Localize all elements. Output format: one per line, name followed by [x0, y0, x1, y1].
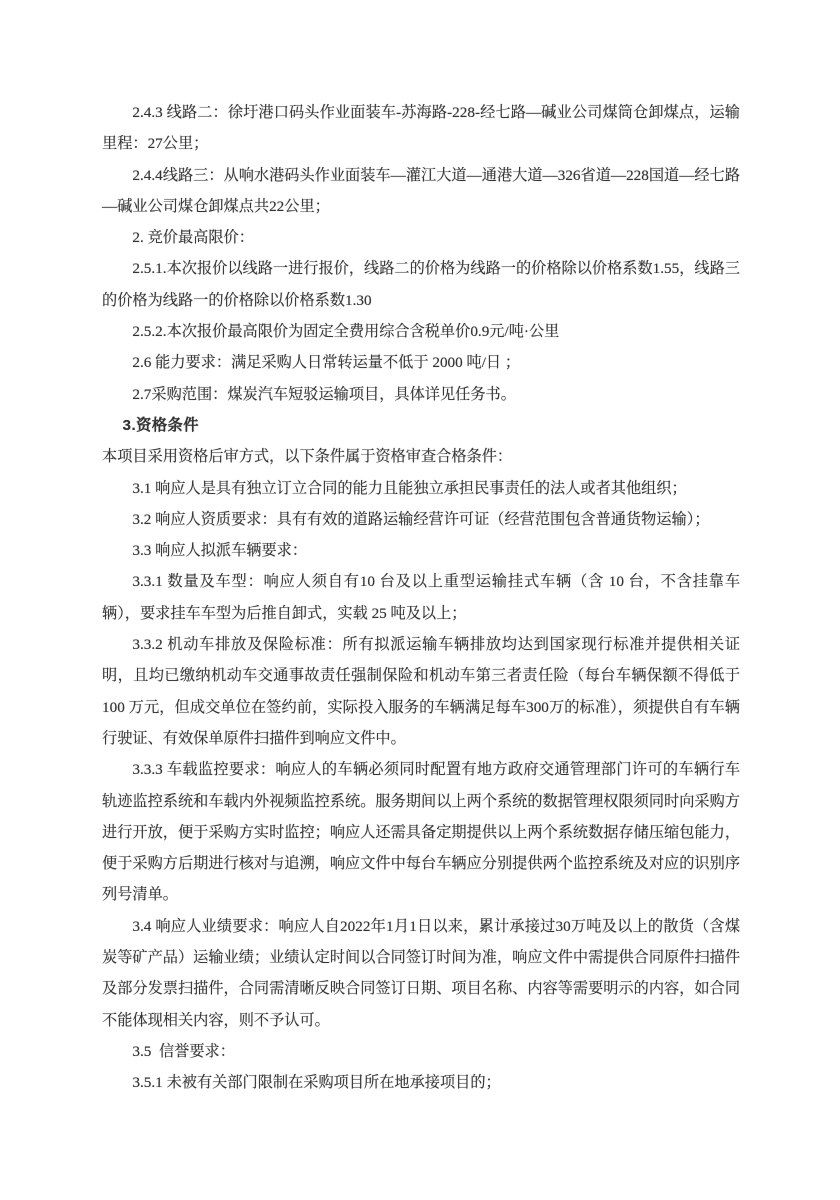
- para-price-rule-2: 2.5.2.本次报价最高限价为固定全费用综合含税单价0.9元/吨·公里: [132, 323, 560, 341]
- para-route-three: 2.4.4线路三：从响水港码头作业面装车—灌江大道—通港大道—326省道—228国道—经七路—碱业公司煤仓卸煤点共22公里；: [102, 166, 740, 215]
- para-3-3-2-emission-insurance: 3.3.2 机动车排放及保险标准：所有拟派运输车辆排放均达到国家现行标准并提供相关证明，且均已缴纳机动车交通事故责任强制保险和机动车第三者责任险（每台车辆保额不得低于100 万元，但成交单位在签约前，实际投入服务的车辆满足每车300万的标准），须提供自有车辆行驶证、有效保单原件扫描件到响应文件中。: [102, 636, 740, 747]
- para-3-3-3-monitoring: 3.3.3 车载监控要求：响应人的车辆必须同时配置有地方政府交通管理部门许可的车辆行车轨迹监控系统和车载内外视频监控系统。服务期间以上两个系统的数据管理权限须同时向采购方进行开放，便于采购方实时监控；响应人还需具备定期提供以上两个系统数据存储压缩包能力，便于采购方后期进行核对与追溯，响应文件中每台车辆应分别提供两个监控系统及对应的识别序列号清单。: [102, 761, 740, 904]
- para-price-rule-1: 2.5.1.本次报价以线路一进行报价，线路二的价格为线路一的价格除以价格系数1.55，线路三的价格为线路一的价格除以价格系数1.30: [102, 260, 740, 309]
- para-3-4-track-record: 3.4 响应人业绩要求：响应人自2022年1月1日以来，累计承接过30万吨及以上的散货（含煤炭等矿产品）运输业绩；业绩认定时间以合同签订时间为准，响应文件中需提供合同原件扫描件及部分发票扫描件，合同需清晰反映合同签订日期、项目名称、内容等需要明示的内容，如合同不能体现相关内容，则不予认可。: [102, 917, 740, 1029]
- para-capacity-requirement: 2.6 能力要求：满足采购人日常转运量不低于 2000 吨/日 ；: [132, 354, 521, 372]
- para-3-3-vehicle-heading: 3.3 响应人拟派车辆要求：: [132, 542, 308, 560]
- para-route-two: 2.4.3 线路二：徐圩港口码头作业面装车-苏海路-228-经七路—碱业公司煤筒仓卸煤点，运输里程：27公里；: [102, 104, 740, 153]
- para-max-price-heading: 2. 竞价最高限价：: [132, 229, 254, 247]
- para-3-5-1-no-restriction: 3.5.1 未被有关部门限制在采购项目所在地承接项目的；: [132, 1074, 501, 1092]
- para-procurement-scope: 2.7采购范围：煤炭汽车短驳运输项目，具体详见任务书。: [132, 385, 516, 403]
- para-3-5-credit-heading: 3.5 信誉要求：: [132, 1042, 235, 1060]
- para-3-3-1-vehicle-count: 3.3.1 数量及车型：响应人须自有10 台及以上重型运输挂式车辆（含 10 台，不含挂靠车辆），要求挂车车型为后推自卸式，实载 25 吨及以上；: [102, 573, 740, 622]
- para-3-2-license: 3.2 响应人资质要求：具有有效的道路运输经营许可证（经营范围包含普通货物运输）；: [132, 510, 710, 528]
- document-body: [102, 97, 740, 1099]
- para-3-1-legal-entity: 3.1 响应人是具有独立订立合同的能力且能独立承担民事责任的法人或者其他组织；: [132, 479, 687, 497]
- section-heading-qualification: 3.资格条件: [122, 416, 199, 434]
- para-qualification-intro: 本项目采用资格后审方式，以下条件属于资格审查合格条件：: [102, 448, 513, 466]
